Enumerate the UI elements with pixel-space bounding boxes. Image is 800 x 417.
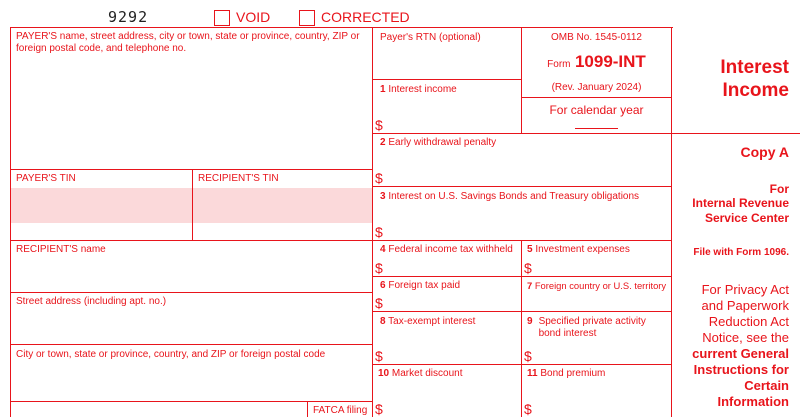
recipient-tin-label: RECIPIENT'S TIN — [198, 173, 279, 184]
box8-dollar: $ — [375, 348, 383, 364]
line-box3-bottom — [372, 240, 672, 241]
corrected-label: CORRECTED — [321, 9, 410, 25]
line-omb-mid — [521, 97, 671, 98]
mid-sub-divider — [521, 240, 522, 417]
line-box45-bottom — [372, 276, 672, 277]
box6-dollar: $ — [375, 295, 383, 311]
privacy-line3: Reduction Act — [708, 314, 789, 329]
payer-tin-field[interactable] — [11, 188, 192, 223]
box10-text: Market discount — [391, 368, 463, 379]
irs-line2: Service Center — [704, 211, 789, 225]
form-title-line — [522, 52, 671, 72]
privacy-line8: Information — [717, 394, 789, 409]
box7-label — [527, 280, 666, 292]
privacy-line6: Instructions for — [693, 362, 789, 377]
box9-dollar: $ — [524, 348, 532, 364]
line-city-bottom — [10, 401, 372, 402]
void-checkbox[interactable] — [214, 10, 230, 26]
form-code: 9292 — [108, 8, 149, 26]
title-interest: Interest — [720, 57, 789, 78]
line-payer-bottom — [10, 169, 372, 170]
right-divider — [671, 27, 672, 417]
box5-dollar: $ — [524, 260, 532, 276]
rev-date: (Rev. January 2024) — [551, 82, 642, 93]
title-income: Income — [722, 80, 789, 101]
box11-text: Bond premium — [540, 368, 606, 379]
line-box89-bottom — [372, 364, 672, 365]
box4-number: 4 — [380, 244, 386, 255]
box5-label — [527, 244, 630, 256]
box2-label — [380, 137, 496, 149]
box9-text: Specified private activity bond interest — [538, 316, 646, 339]
irs-line1: Internal Revenue — [692, 196, 789, 210]
box9-label — [527, 316, 669, 340]
corrected-checkbox[interactable] — [299, 10, 315, 26]
line-rtn-bottom — [372, 79, 522, 80]
box6-number: 6 — [380, 280, 386, 291]
fatca-label: FATCA filing — [313, 405, 368, 416]
box5-text: Investment expenses — [535, 244, 630, 255]
line-street-bottom — [10, 344, 372, 345]
line-name-bottom — [10, 292, 372, 293]
box11-dollar: $ — [524, 401, 532, 417]
privacy-line2: and Paperwork — [701, 298, 789, 313]
fatca-divider — [307, 401, 308, 417]
payer-info-label: PAYER'S name, street address, city or town, state or province, country, ZIP or foreign postal code, and telephone no. — [16, 31, 360, 54]
mid-divider — [372, 27, 373, 417]
street-label: Street address (including apt. no.) — [16, 296, 167, 307]
line-box2-bottom — [372, 186, 672, 187]
box2-number: 2 — [380, 137, 386, 148]
line-box1-bottom — [372, 133, 800, 134]
omb-number: OMB No. 1545-0112 — [551, 32, 642, 43]
box1-number: 1 — [380, 84, 386, 95]
box7-number: 7 — [527, 280, 533, 291]
box3-dollar: $ — [375, 224, 383, 240]
privacy-line4: Notice, see the — [702, 330, 789, 345]
box3-label — [380, 191, 639, 203]
payer-tin-label: PAYER'S TIN — [16, 173, 76, 184]
box8-label — [380, 316, 475, 328]
box8-number: 8 — [380, 316, 386, 327]
recipient-name-field[interactable] — [11, 258, 371, 291]
box11-label — [527, 368, 605, 380]
box4-dollar: $ — [375, 260, 383, 276]
box4-label — [380, 244, 513, 256]
payer-info-field[interactable] — [11, 58, 371, 168]
file-with-label: File with Form 1096. — [693, 247, 789, 258]
box2-dollar: $ — [375, 170, 383, 186]
form-name: 1099-INT — [574, 52, 646, 71]
box3-text: Interest on U.S. Savings Bonds and Treasury obligations — [388, 191, 640, 202]
box3-number: 3 — [380, 191, 386, 202]
box4-text: Federal income tax withheld — [388, 244, 513, 255]
top-border — [10, 27, 673, 28]
box6-text: Foreign tax paid — [388, 280, 461, 291]
line-tin-bottom — [10, 240, 372, 241]
form-prefix: Form — [547, 59, 571, 70]
box7-text: Foreign country or U.S. territory — [534, 280, 667, 291]
for-label: For — [769, 182, 789, 196]
privacy-line5: current General — [692, 346, 789, 361]
privacy-line1: For Privacy Act — [701, 282, 789, 297]
box2-text: Early withdrawal penalty — [388, 137, 497, 148]
box8-text: Tax-exempt interest — [388, 316, 476, 327]
box1-text: Interest income — [388, 84, 457, 95]
payer-rtn-label: Payer's RTN (optional) — [380, 32, 481, 43]
box5-number: 5 — [527, 244, 533, 255]
box1-label — [380, 84, 457, 96]
box10-dollar: $ — [375, 401, 383, 417]
box10-number: 10 — [378, 368, 390, 379]
city-label: City or town, state or province, country, and ZIP or foreign postal code — [16, 349, 326, 360]
box11-number: 11 — [527, 368, 538, 379]
calendar-year-label: For calendar year — [549, 103, 644, 117]
box1-dollar: $ — [375, 117, 383, 133]
box6-label — [380, 280, 460, 292]
box10-label — [378, 368, 463, 380]
line-box67-bottom — [372, 311, 672, 312]
street-field[interactable] — [11, 310, 371, 343]
recipient-tin-field[interactable] — [193, 188, 372, 223]
void-label: VOID — [236, 9, 271, 25]
box9-number: 9 — [527, 316, 533, 327]
city-field[interactable] — [11, 363, 371, 400]
recipient-name-label: RECIPIENT'S name — [16, 244, 106, 255]
privacy-line7: Certain — [744, 378, 789, 393]
calendar-year-field[interactable] — [575, 128, 618, 129]
copy-label: Copy A — [740, 144, 789, 160]
